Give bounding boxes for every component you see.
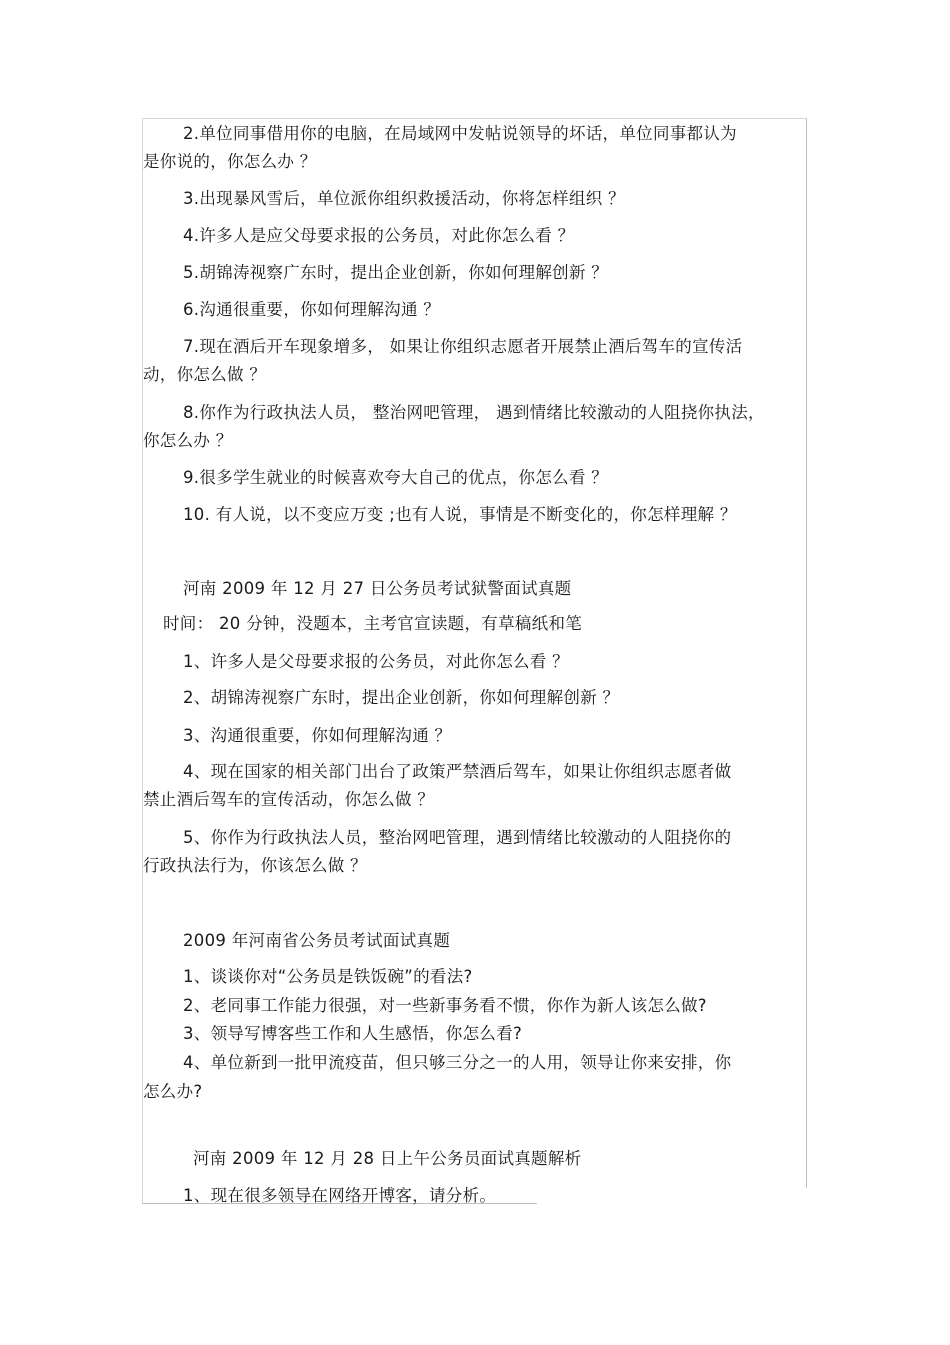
question-2-line-2: 是你说的，你怎么办 ？ <box>143 152 317 171</box>
exam-note: 时间： 20 分钟，没题本，主考官宣读题，有草稿纸和笔 <box>163 614 583 633</box>
item-1: 1、现在很多领导在网络开博客，请分析。 <box>183 1186 497 1205</box>
item-2: 2、老同事工作能力很强，对一些新事务看不惯，你作为新人该怎么做? <box>183 996 707 1015</box>
question-3: 3.出现暴风雪后，单位派你组织救援活动，你将怎样组织 ？ <box>183 189 625 208</box>
question-2-line-1: 2.单位同事借用你的电脑，在局域网中发帖说领导的坏话，单位同事都认为 <box>183 124 737 143</box>
section-title-dec-28: 河南 2009 年 12 月 28 日上午公务员面试真题解析 <box>193 1149 582 1168</box>
item-4-line-2: 禁止酒后驾车的宣传活动，你怎么做 ？ <box>143 790 435 809</box>
item-3: 3、领导写博客些工作和人生感悟，你怎么看? <box>183 1024 523 1043</box>
item-4-line-2: 怎么办? <box>143 1082 203 1101</box>
section-title-henan-2009: 2009 年河南省公务员考试面试真题 <box>183 931 451 950</box>
question-8-line-1: 8.你作为行政执法人员， 整治网吧管理， 遇到情绪比较激动的人阻挠你执法， <box>183 403 765 422</box>
item-2: 2、胡锦涛视察广东时，提出企业创新，你如何理解创新 ？ <box>183 688 620 707</box>
question-8-line-2: 你怎么办 ？ <box>143 431 233 450</box>
question-5: 5.胡锦涛视察广东时，提出企业创新，你如何理解创新 ？ <box>183 263 609 282</box>
item-4-line-1: 4、单位新到一批甲流疫苗，但只够三分之一的人用，领导让你来安排，你 <box>183 1053 732 1072</box>
item-1: 1、许多人是父母要求报的公务员，对此你怎么看 ？ <box>183 652 569 671</box>
question-7-line-2: 动，你怎么做 ？ <box>143 365 267 384</box>
question-10: 10. 有人说，以不变应万变 ;也有人说，事情是不断变化的，你怎样理解 ？ <box>183 505 737 524</box>
item-4-line-1: 4、现在国家的相关部门出台了政策严禁酒后驾车，如果让你组织志愿者做 <box>183 762 732 781</box>
question-7-line-1: 7.现在酒后开车现象增多， 如果让你组织志愿者开展禁止酒后驾车的宣传活 <box>183 337 743 356</box>
question-6: 6.沟通很重要，你如何理解沟通 ？ <box>183 300 441 319</box>
page-edge-mask <box>537 1188 807 1208</box>
item-1: 1、谈谈你对“公务员是铁饭碗”的看法? <box>183 967 473 986</box>
item-3: 3、沟通很重要，你如何理解沟通 ？ <box>183 726 452 745</box>
item-5-line-2: 行政执法行为，你该怎么做 ？ <box>143 856 367 875</box>
section-title-prison-guard: 河南 2009 年 12 月 27 日公务员考试狱警面试真题 <box>183 579 572 598</box>
item-5-line-1: 5、你作为行政执法人员，整治网吧管理，遇到情绪比较激动的人阻挠你的 <box>183 828 732 847</box>
question-4: 4.许多人是应父母要求报的公务员，对此你怎么看 ？ <box>183 226 575 245</box>
question-9: 9.很多学生就业的时候喜欢夸大自己的优点，你怎么看 ？ <box>183 468 609 487</box>
